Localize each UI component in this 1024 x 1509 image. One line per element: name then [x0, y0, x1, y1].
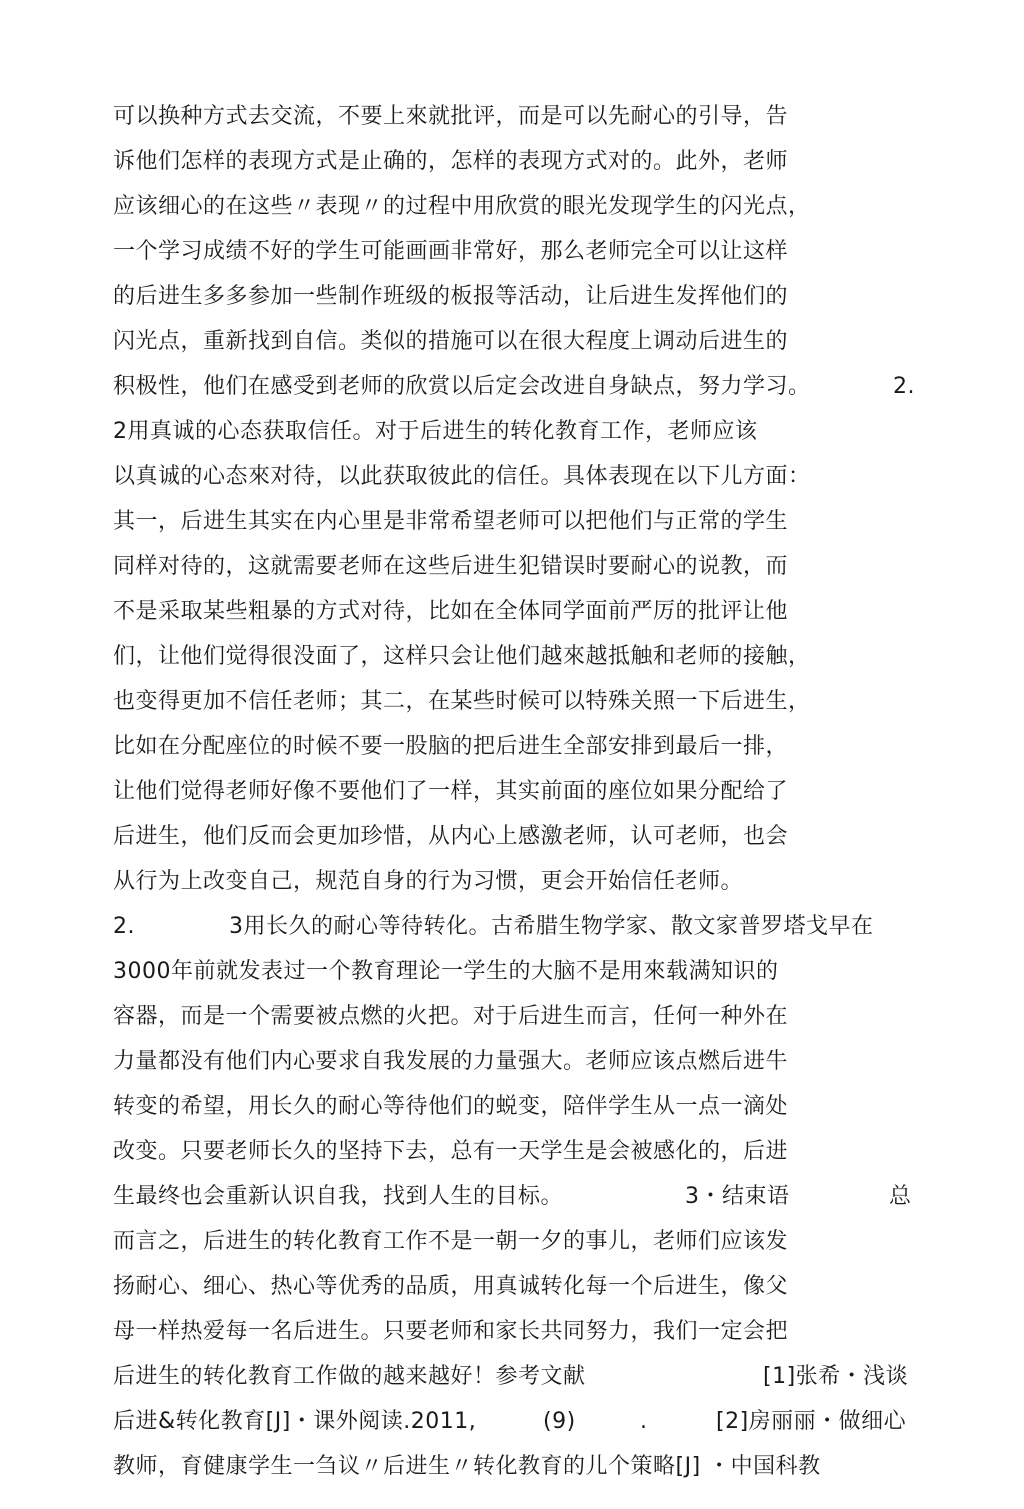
text-line: 转变的希望，用长久的耐心等待他们的蜕变，陪伴学生从一点一滴处 [113, 1094, 789, 1119]
section-heading: 3・结束语 [685, 1184, 790, 1209]
text-line: 母一样热爱每一名后进生。只要老师和家长共同努力，我们一定会把 [113, 1319, 789, 1344]
text-line: 从行为上改变自己，规范自身的行为习惯，更会开始信任老师。 [113, 869, 744, 894]
document-page: 可以换种方式去交流，不要上來就批评，而是可以先耐心的引导，告 诉他们怎样的表现方式是止确的，怎样的表现方式对的。此外，老师 应该细心的在这些〃表现〃的过程中用欣赏的眼光发现学生的闪光点， 一个学习成绩不好的学生可能画画非常好，那么老师完全可以让这样 的后进生多多参加一些制作班级的板报等活动，让后进生发挥他们的 闪光点，重新找到自信。类似的措施可以在很大程度上调动后进生的 积极性，他们在感受到老师的欣赏以后定会改进自身缺点，努力学习。 2. 2用真诚的心态获取信任。对于后进生的转化教育工作，老师应该 以真诚的心态來对待，以此获取彼此的信任。具体表现在以下儿方面： 其一，后进生其实在内心里是非常希望老师可以把他们与正常的学生 同样对待的，这就需要老师在这些后进生犯错误时要耐心的说教，而 不是采取某些粗暴的方式对待，比如在全体同学面前严厉的批评让他 们，让他们觉得很没面了，这样只会让他们越來越抵触和老师的接触， 也变得更加不信任老师；其二，在某些时候可以特殊关照一下后进生， 比如在分配座位的时候不要一股脑的把后进生全部安排到最后一排， 让他们觉得老师好像不要他们了一样，其实前面的座位如果分配给了 后进生，他们反而会更加珍惜，从内心上感激老师，认可老师，也会 从行为上改变自己，规范自身的行为习惯，更会开始信任老师。 2. 3用长久的耐心等待转化。古希腊生物学家、散文家普罗塔戈早在 3000年前就发表过一个教育理论一学生的大脑不是用來载满知识的 容器，而是一个需要被点燃的火把。对于后进生而言，任何一种外在 力量都没有他们内心要求自我发展的力量强大。老师应该点燃后进牛 转变的希望，用长久的耐心等待他们的蜕变，陪伴学生从一点一滴处 改变。只要老师长久的坚持下去，总有一天学生是会被感化的，后进 生最终也会重新认识自我，找到人生的目标。 3・结束语 总 而言之，后进生的转化教育工作不是一朝一夕的事儿，老师们应该发 扬耐心、细心、热心等优秀的品质，用真诚转化每一个后进生，像父 母一样热爱每一名后进生。只要老师和家长共同努力，我们一定会把 后进生的转化教育工作做的越来越好！参考文献 [1]张希・浅谈 后进&转化教育[J]・课外阅读.2011, (9) . [2]房丽丽・做细心 教师，育健康学生一刍议〃后进生〃转化教育的儿个策略[J] ・中国科教 [0, 0, 1024, 1509]
text-line: 的后进生多多参加一些制作班级的板报等活动，让后进生发挥他们的 [113, 284, 789, 309]
text-fragment: . [640, 1409, 648, 1434]
text-line: 其一，后进生其实在内心里是非常希望老师可以把他们与正常的学生 [113, 509, 789, 534]
text-line: 容器，而是一个需要被点燃的火把。对于后进生而言，任何一种外在 [113, 1004, 789, 1029]
text-line: 2用真诚的心态获取信任。对于后进生的转化教育工作，老师应该 [113, 419, 758, 444]
text-line: 也变得更加不信任老师；其二，在某些时候可以特殊关照一下后进生， [113, 689, 811, 714]
text-line: 应该细心的在这些〃表现〃的过程中用欣赏的眼光发现学生的闪光点， [113, 194, 811, 219]
text-fragment: 总 [889, 1184, 912, 1209]
text-fragment: (9) [543, 1409, 576, 1434]
text-line: 同样对待的，这就需要老师在这些后进生犯错误时要耐心的说教，而 [113, 554, 789, 579]
text-line: 闪光点，重新找到自信。类似的措施可以在很大程度上调动后进生的 [113, 329, 789, 354]
text-line: 一个学习成绩不好的学生可能画画非常好，那么老师完全可以让这样 [113, 239, 789, 264]
text-line: 诉他们怎样的表现方式是止确的，怎样的表现方式对的。此外，老师 [113, 149, 789, 174]
text-line: 教师，育健康学生一刍议〃后进生〃转化教育的儿个策略[J] ・中国科教 [113, 1454, 821, 1479]
section-number: 2. [113, 914, 135, 939]
text-line: 后进生，他们反而会更加珍惜，从内心上感激老师，认可老师，也会 [113, 824, 789, 849]
text-line: 扬耐心、细心、热心等优秀的品质，用真诚转化每一个后进生，像父 [113, 1274, 789, 1299]
section-number: 2. [893, 374, 915, 399]
text-line: 比如在分配座位的时候不要一股脑的把后进生全部安排到最后一排， [113, 734, 789, 759]
text-line: 而言之，后进生的转化教育工作不是一朝一夕的事儿，老师们应该发 [113, 1229, 789, 1254]
text-line: 3000年前就发表过一个教育理论一学生的大脑不是用來载满知识的 [113, 959, 779, 984]
reference-2: [2]房丽丽・做细心 [716, 1409, 907, 1434]
text-line: 改变。只要老师长久的坚持下去，总有一天学生是会被感化的，后进 [113, 1139, 789, 1164]
text-line: 力量都没有他们内心要求自我发展的力量强大。老师应该点燃后进牛 [113, 1049, 789, 1074]
text-line: 可以换种方式去交流，不要上來就批评，而是可以先耐心的引导，告 [113, 104, 789, 129]
text-line: 积极性，他们在感受到老师的欣赏以后定会改进自身缺点，努力学习。 2. [113, 369, 811, 405]
text-line: 后进&转化教育[J]・课外阅读.2011, (9) . [2]房丽丽・做细心 [113, 1404, 476, 1440]
text-line: 不是采取某些粗暴的方式对待，比如在全体同学面前严厉的批评让他 [113, 599, 789, 624]
reference-1: [1]张希・浅谈 [763, 1364, 909, 1389]
text-line: 以真诚的心态來对待，以此获取彼此的信任。具体表现在以下儿方面： [113, 464, 811, 489]
text-line: 让他们觉得老师好像不要他们了一样，其实前面的座位如果分配给了 [113, 779, 789, 804]
text-line: 们，让他们觉得很没面了，这样只会让他们越來越抵触和老师的接触， [113, 644, 811, 669]
text-line: 生最终也会重新认识自我，找到人生的目标。 3・结束语 总 [113, 1179, 563, 1215]
text-line: 后进生的转化教育工作做的越来越好！参考文献 [1]张希・浅谈 [113, 1359, 586, 1395]
